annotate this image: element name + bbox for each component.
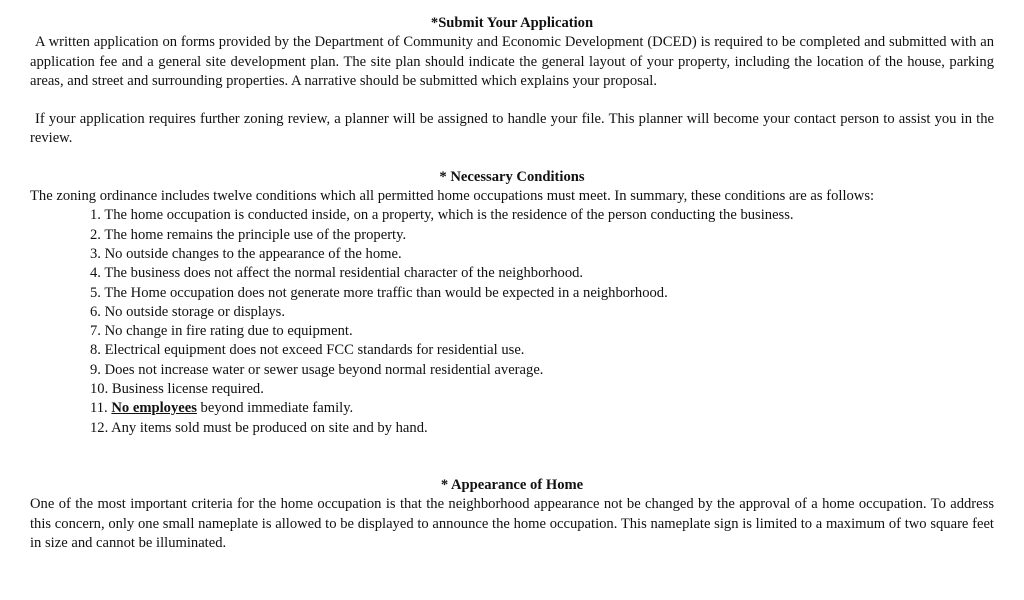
section-gap: [30, 438, 994, 476]
condition-item: 2. The home remains the principle use of the property.: [90, 226, 407, 243]
conditions-list: [30, 206, 994, 438]
condition-item: 7. No change in fire rating due to equipment.: [90, 323, 353, 340]
condition-item: 8. Electrical equipment does not exceed FCC standards for residential use.: [90, 342, 525, 359]
submit-application-paragraph: A written application on forms provided by the Department of Community and Economic Development (DCED) is required to be completed and submitted with an application fee and a general site development plan. The site plan should indicate the general layout of your property, including the location of the house, parking areas, and street and surrounding properties. A narrative should be submitted which explains your proposal.: [30, 34, 994, 89]
paragraph-gap: [30, 91, 994, 110]
condition-item: 5. The Home occupation does not generate more traffic than would be expected in a neighborhood.: [90, 284, 668, 301]
appearance-paragraph: One of the most important criteria for the home occupation is that the neighborhood appearance not be changed by the approval of a home occupation. To address this concern, only one small nameplate is allowed to be displayed to announce the home occupation. This nameplate sign is limited to a maximum of two square feet in size and cannot be illuminated.: [30, 496, 994, 551]
section-gap: [30, 149, 994, 168]
condition-item: 1. The home occupation is conducted inside, on a property, which is the residence of the person conducting the business.: [90, 207, 794, 224]
zoning-review-paragraph: If your application requires further zoning review, a planner will be assigned to handle your file. This planner will become your contact person to assist you in the review.: [30, 111, 994, 147]
condition-item: 4. The business does not affect the normal residential character of the neighborhood.: [90, 265, 584, 282]
appearance-of-home-heading: * Appearance of Home: [440, 476, 584, 493]
condition-item: 12. Any items sold must be produced on site and by hand.: [90, 419, 428, 436]
necessary-conditions-heading: * Necessary Conditions: [439, 168, 585, 185]
condition-item: 6. No outside storage or displays.: [90, 303, 285, 320]
condition-item: 3. No outside changes to the appearance of the home.: [90, 245, 402, 262]
condition-item: 9. Does not increase water or sewer usage beyond normal residential average.: [90, 361, 544, 378]
submit-application-heading: *Submit Your Application: [430, 15, 594, 31]
conditions-intro-paragraph: The zoning ordinance includes twelve conditions which all permitted home occupations must meet. In summary, these conditions are as follows:: [30, 188, 875, 205]
condition-item: 10. Business license required.: [90, 381, 264, 398]
condition-item-employees: [90, 399, 994, 418]
no-employees-emphasis: No employees: [111, 400, 197, 417]
condition-item-prefix: 11.: [90, 400, 112, 417]
condition-item-suffix: beyond immediate family.: [196, 400, 354, 417]
